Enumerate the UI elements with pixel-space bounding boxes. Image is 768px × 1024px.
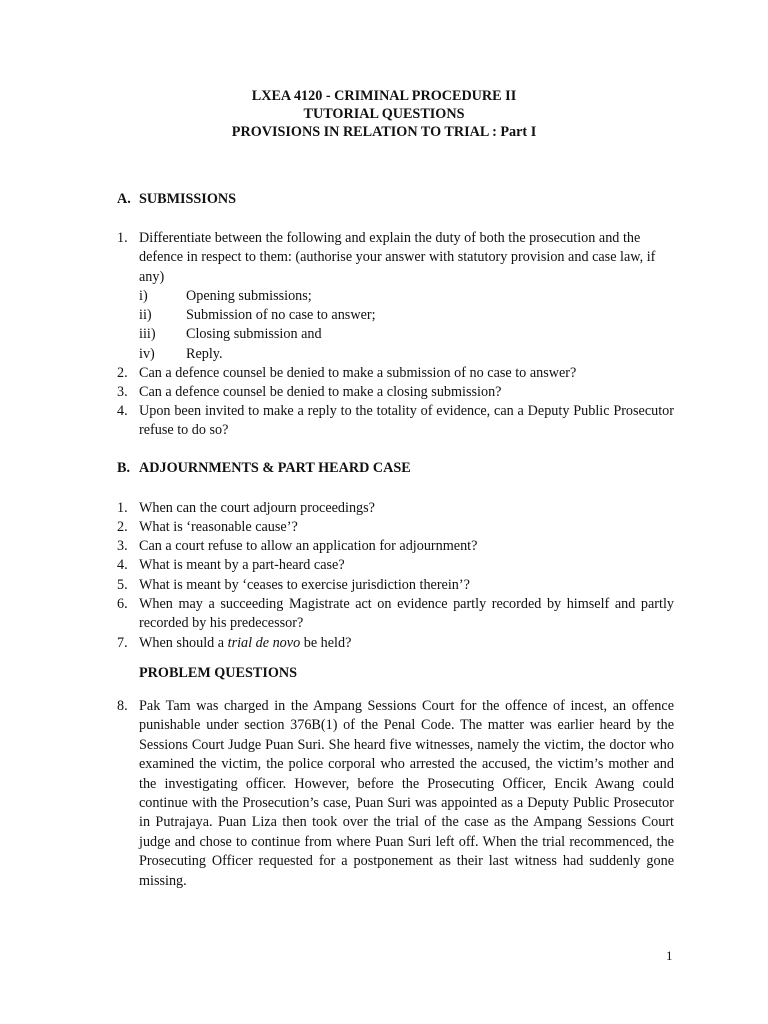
section-title: SUBMISSIONS <box>139 191 236 207</box>
question-text: Pak Tam was charged in the Ampang Sessions Court for the offence of incest, an offence punishable under section 376B(1) of the Penal Code. The matter was earlier heard by the Sessions Court Judge Puan Suri. She heard five witnesses, namely the victim, the doctor who examined the victim, the police corporal who arrested the accused, the victim’s mother and the investigating officer. However, before the Prosecuting Officer, Encik Awang could continue with the Prosecution’s case, Puan Suri was appointed as a Deputy Public Prosecutor in Putrajaya. Puan Liza then took over the trial of the case as the Ampang Sessions Court judge and chose to continue from where Puan Suri left off. When the trial recommenced, the Prosecuting Officer requested for a postponement as their last witness had suddenly gone missing. <box>139 698 674 889</box>
latin-term: trial de novo <box>227 635 301 651</box>
section-a-heading <box>117 191 236 208</box>
question-number: 8. <box>117 698 128 714</box>
question-number: 3. <box>117 538 128 554</box>
question-b5 <box>117 576 674 595</box>
question-number: 2. <box>117 519 128 535</box>
question-text: Can a defence counsel be denied to make a submission of no case to answer? <box>139 365 577 381</box>
question-b1 <box>117 499 674 518</box>
question-text: What is meant by a part-heard case? <box>139 557 345 573</box>
problem-questions-heading: PROBLEM QUESTIONS <box>139 665 298 681</box>
section-title: ADJOURNMENTS & PART HEARD CASE <box>139 460 411 476</box>
sub-item-ii <box>139 306 376 325</box>
sub-item-text: Reply. <box>186 346 223 362</box>
question-number: 6. <box>117 596 128 612</box>
question-b2 <box>117 518 674 537</box>
section-b-heading <box>117 460 411 477</box>
question-number: 5. <box>117 577 128 593</box>
question-b8 <box>117 697 674 891</box>
question-text-end: be held? <box>300 635 352 651</box>
question-b4 <box>117 556 674 575</box>
question-text: What is meant by ‘ceases to exercise jurisdiction therein’? <box>139 577 470 593</box>
document-type: TUTORIAL QUESTIONS <box>303 106 465 122</box>
question-number: 1. <box>117 500 128 516</box>
question-number: 1. <box>117 230 128 246</box>
question-text-start: When should a <box>139 635 228 651</box>
question-number: 7. <box>117 635 128 651</box>
sub-item-label: ii) <box>139 307 152 323</box>
sub-item-text: Closing submission and <box>186 326 322 342</box>
question-text: Can a defence counsel be denied to make a closing submission? <box>139 384 502 400</box>
question-text: When may a succeeding Magistrate act on evidence partly recorded by himself and partly recorded by his predecessor? <box>139 596 674 632</box>
question-a4 <box>117 402 674 441</box>
question-text <box>139 634 674 653</box>
question-a2 <box>117 364 674 383</box>
question-text: What is ‘reasonable cause’? <box>139 519 298 535</box>
document-subtitle: PROVISIONS IN RELATION TO TRIAL : Part I <box>231 124 537 140</box>
sub-item-text: Opening submissions; <box>186 288 312 304</box>
sub-item-label: iv) <box>139 346 155 362</box>
sub-item-label: i) <box>139 288 148 304</box>
page-number: 1 <box>666 948 673 963</box>
question-text: Upon been invited to make a reply to the totality of evidence, can a Deputy Public Prosecutor refuse to do so? <box>139 403 674 439</box>
document-header <box>0 87 768 141</box>
question-b7 <box>117 634 674 653</box>
sub-item-iv <box>139 345 223 364</box>
question-number: 2. <box>117 365 128 381</box>
section-letter: B. <box>117 460 131 476</box>
question-b6 <box>117 595 674 634</box>
sub-item-label: iii) <box>139 326 156 342</box>
question-number: 4. <box>117 557 128 573</box>
question-number: 4. <box>117 403 128 419</box>
course-title: LXEA 4120 - CRIMINAL PROCEDURE II <box>251 88 517 104</box>
question-a3 <box>117 383 674 402</box>
question-b3 <box>117 537 674 556</box>
question-text: Can a court refuse to allow an application for adjournment? <box>139 538 478 554</box>
section-letter: A. <box>117 191 131 207</box>
sub-item-text: Submission of no case to answer; <box>186 307 376 323</box>
question-number: 3. <box>117 384 128 400</box>
question-a1 <box>117 229 674 287</box>
question-text: When can the court adjourn proceedings? <box>139 500 375 516</box>
question-text: Differentiate between the following and explain the duty of both the prosecution and the defence in respect to them: (authorise your answer with statutory provision and case law, if any) <box>139 230 656 285</box>
sub-item-iii <box>139 325 322 344</box>
sub-item-i <box>139 287 312 306</box>
